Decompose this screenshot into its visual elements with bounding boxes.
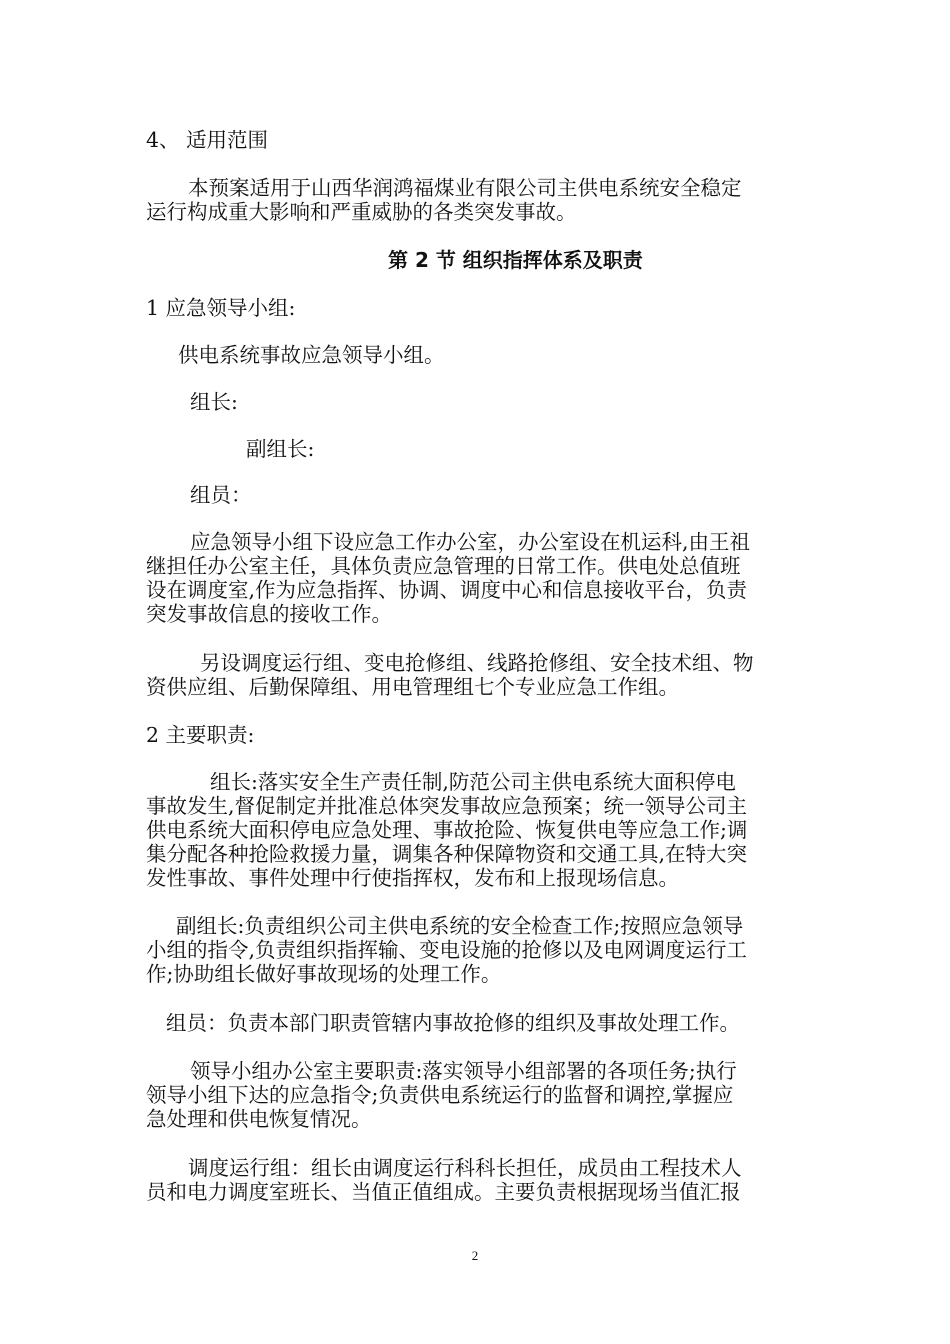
- leader-duty-line: 供电系统大面积停电应急处理、事故抢险、恢复供电等应急工作;调: [146, 818, 748, 842]
- leadership-group-name: 供电系统事故应急领导小组。: [178, 343, 445, 367]
- office-paragraph-line: 设在调度室,作为应急指挥、协调、调度中心和信息接收平台，负责: [146, 578, 748, 602]
- office-duty-line: 急处理和供电恢复情况。: [146, 1107, 372, 1131]
- scope-text-line: 运行构成重大影响和严重威胁的各类突发事故。: [146, 200, 577, 224]
- groups-paragraph-line: 资供应组、后勤保障组、用电管理组七个专业应急工作组。: [146, 675, 679, 699]
- chapter-heading: 第 2 节 组织指挥体系及职责: [388, 248, 643, 272]
- leader-duty-line: 集分配各种抢险救援力量，调集各种保障物资和交通工具,在特大突: [146, 842, 748, 866]
- page-number: 2: [471, 1248, 479, 1263]
- section-4-title: 4、 适用范围: [146, 128, 269, 152]
- subsection-2-title: 2 主要职责:: [146, 723, 255, 747]
- deputy-duty-line: 小组的指令,负责组织指挥输、变电设施的抢修以及电网调度运行工: [146, 938, 748, 962]
- office-duty-line: 领导小组办公室主要职责:落实领导小组部署的各项任务;执行: [190, 1059, 737, 1083]
- deputy-leader-label: 副组长:: [246, 437, 315, 461]
- deputy-duty-line: 作;协助组长做好事故现场的处理工作。: [146, 962, 502, 986]
- groups-paragraph-line: 另设调度运行组、变电抢修组、线路抢修组、安全技术组、物: [200, 651, 754, 675]
- member-duty-line: 组员：负责本部门职责管辖内事故抢修的组织及事故处理工作。: [166, 1011, 740, 1035]
- leader-duty-line: 事故发生,督促制定并批准总体突发事故应急预案；统一领导公司主: [146, 794, 748, 818]
- office-paragraph-line: 突发事故信息的接收工作。: [146, 602, 392, 626]
- dispatch-duty-line: 调度运行组：组长由调度运行科科长担任，成员由工程技术人: [188, 1156, 742, 1180]
- member-label: 组员：: [190, 483, 252, 507]
- leader-label: 组长:: [190, 390, 238, 414]
- leader-duty-line: 发性事故、事件处理中行使指挥权，发布和上报现场信息。: [146, 866, 679, 890]
- office-paragraph-line: 继担任办公室主任，具体负责应急管理的日常工作。供电处总值班: [146, 554, 741, 578]
- subsection-1-title: 1 应急领导小组:: [146, 296, 296, 320]
- office-duty-line: 领导小组下达的应急指令;负责供电系统运行的监督和调控,掌握应: [146, 1083, 734, 1107]
- leader-duty-line: 组长:落实安全生产责任制,防范公司主供电系统大面积停电: [210, 770, 736, 794]
- scope-text-line: 本预案适用于山西华润鸿福煤业有限公司主供电系统安全稳定: [188, 176, 742, 200]
- office-paragraph-line: 应急领导小组下设应急工作办公室，办公室设在机运科,由王祖: [190, 530, 751, 554]
- deputy-duty-line: 副组长:负责组织公司主供电系统的安全检查工作;按照应急领导: [176, 914, 744, 938]
- dispatch-duty-line: 员和电力调度室班长、当值正值组成。主要负责根据现场当值汇报: [146, 1180, 741, 1204]
